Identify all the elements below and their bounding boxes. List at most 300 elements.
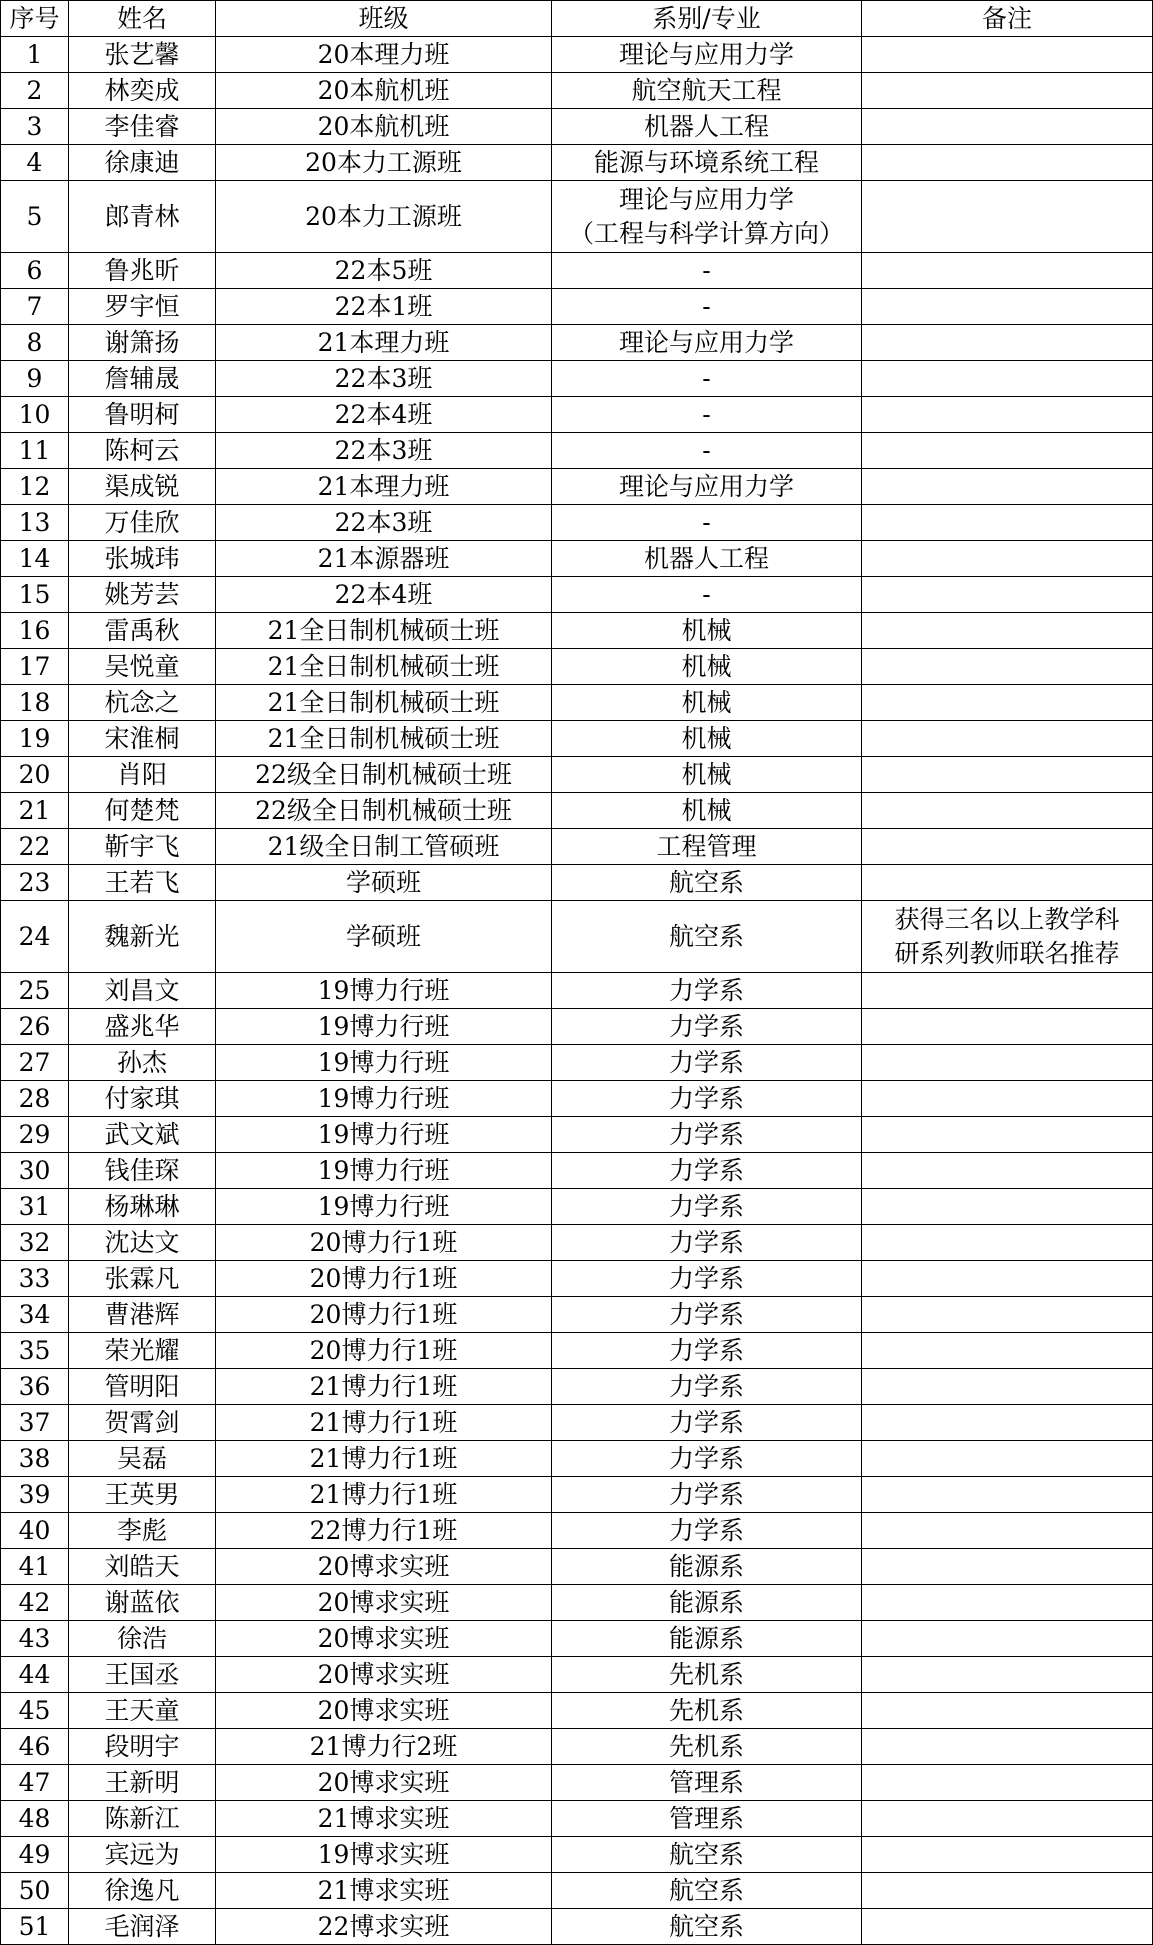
cell-index: 49 — [1, 1837, 69, 1873]
cell-note — [862, 613, 1153, 649]
cell-name: 徐康迪 — [69, 145, 216, 181]
cell-class: 22本3班 — [216, 505, 552, 541]
cell-major-line: 力学系 — [668, 1479, 744, 1509]
cell-name: 张霖凡 — [69, 1261, 216, 1297]
cell-class: 19博力行班 — [216, 973, 552, 1009]
cell-note — [862, 757, 1153, 793]
cell-major — [552, 757, 862, 793]
cell-class: 20博力行1班 — [216, 1333, 552, 1369]
cell-name: 钱佳琛 — [69, 1153, 216, 1189]
cell-major-line: 航空系 — [668, 1839, 744, 1869]
cell-index: 25 — [1, 973, 69, 1009]
cell-class: 22本5班 — [216, 253, 552, 289]
cell-index: 18 — [1, 685, 69, 721]
cell-name: 肖阳 — [69, 757, 216, 793]
cell-note — [862, 145, 1153, 181]
cell-name: 杨琳琳 — [69, 1189, 216, 1225]
cell-major-line: 力学系 — [668, 975, 744, 1005]
cell-index: 27 — [1, 1045, 69, 1081]
cell-major — [552, 973, 862, 1009]
cell-note — [862, 1081, 1153, 1117]
cell-index: 19 — [1, 721, 69, 757]
cell-note — [862, 289, 1153, 325]
cell-index: 29 — [1, 1117, 69, 1153]
table-row — [1, 757, 1153, 793]
cell-major — [552, 1225, 862, 1261]
cell-note — [862, 1765, 1153, 1801]
cell-note — [862, 433, 1153, 469]
cell-name: 张城玮 — [69, 541, 216, 577]
cell-note — [862, 325, 1153, 361]
table-row — [1, 1621, 1153, 1657]
cell-major — [552, 1765, 862, 1801]
table-row — [1, 1153, 1153, 1189]
table-row — [1, 577, 1153, 613]
cell-index: 11 — [1, 433, 69, 469]
cell-major-line: 先机系 — [668, 1731, 744, 1761]
cell-index: 13 — [1, 505, 69, 541]
cell-note — [862, 361, 1153, 397]
cell-class: 20博求实班 — [216, 1621, 552, 1657]
cell-major — [552, 613, 862, 649]
cell-major-line: 航空系 — [668, 867, 744, 897]
cell-index: 45 — [1, 1693, 69, 1729]
cell-major-line: - — [702, 291, 711, 321]
table-row — [1, 1513, 1153, 1549]
cell-major — [552, 397, 862, 433]
cell-major-line: 机械 — [681, 795, 732, 825]
table-row — [1, 721, 1153, 757]
cell-note-line: 研系列教师联名推荐 — [894, 938, 1120, 968]
cell-index: 42 — [1, 1585, 69, 1621]
cell-major — [552, 505, 862, 541]
cell-name: 谢箫扬 — [69, 325, 216, 361]
table-row — [1, 613, 1153, 649]
cell-class: 20博力行1班 — [216, 1297, 552, 1333]
cell-major-line: 力学系 — [668, 1515, 744, 1545]
cell-major-line: 力学系 — [668, 1407, 744, 1437]
cell-index: 32 — [1, 1225, 69, 1261]
cell-class: 21博求实班 — [216, 1873, 552, 1909]
cell-major-line: 机械 — [681, 759, 732, 789]
cell-major — [552, 865, 862, 901]
cell-name: 姚芳芸 — [69, 577, 216, 613]
cell-class: 21博力行1班 — [216, 1405, 552, 1441]
cell-index: 17 — [1, 649, 69, 685]
table-row — [1, 1477, 1153, 1513]
cell-class: 21全日制机械硕士班 — [216, 613, 552, 649]
cell-note — [862, 1621, 1153, 1657]
cell-index: 37 — [1, 1405, 69, 1441]
cell-major-line: 机器人工程 — [643, 543, 769, 573]
cell-note — [862, 1189, 1153, 1225]
table-row — [1, 1549, 1153, 1585]
cell-major-line: - — [702, 399, 711, 429]
table-row — [1, 433, 1153, 469]
cell-note — [862, 1513, 1153, 1549]
cell-note — [862, 109, 1153, 145]
cell-note — [862, 253, 1153, 289]
cell-class: 19博力行班 — [216, 1081, 552, 1117]
cell-major — [552, 433, 862, 469]
cell-note — [862, 1693, 1153, 1729]
cell-class: 20博求实班 — [216, 1585, 552, 1621]
cell-note — [862, 73, 1153, 109]
cell-major — [552, 1045, 862, 1081]
cell-note — [862, 1117, 1153, 1153]
cell-index: 8 — [1, 325, 69, 361]
table-row — [1, 1045, 1153, 1081]
cell-note — [862, 181, 1153, 253]
cell-major-line: 先机系 — [668, 1659, 744, 1689]
cell-major-line: 力学系 — [668, 1119, 744, 1149]
cell-note — [862, 1261, 1153, 1297]
cell-major — [552, 541, 862, 577]
cell-class: 学硕班 — [216, 865, 552, 901]
cell-major-line: 能源系 — [668, 1623, 744, 1653]
cell-name: 万佳欣 — [69, 505, 216, 541]
cell-index: 12 — [1, 469, 69, 505]
cell-major — [552, 1153, 862, 1189]
cell-major-line: 力学系 — [668, 1263, 744, 1293]
cell-name: 陈新江 — [69, 1801, 216, 1837]
cell-major-line: 力学系 — [668, 1155, 744, 1185]
cell-major — [552, 685, 862, 721]
table-row — [1, 1117, 1153, 1153]
cell-major — [552, 1729, 862, 1765]
header-class: 班级 — [216, 1, 552, 37]
cell-index: 2 — [1, 73, 69, 109]
cell-name: 宋淮桐 — [69, 721, 216, 757]
cell-name: 鲁明柯 — [69, 397, 216, 433]
cell-index: 3 — [1, 109, 69, 145]
cell-name: 段明宇 — [69, 1729, 216, 1765]
cell-major-line: - — [702, 363, 711, 393]
cell-note — [862, 469, 1153, 505]
cell-class: 21本理力班 — [216, 469, 552, 505]
table-row — [1, 1657, 1153, 1693]
cell-class: 20本力工源班 — [216, 145, 552, 181]
cell-major-line: - — [702, 435, 711, 465]
cell-name: 张艺馨 — [69, 37, 216, 73]
cell-note — [862, 1837, 1153, 1873]
cell-major-line: 力学系 — [668, 1047, 744, 1077]
cell-name: 王天童 — [69, 1693, 216, 1729]
table-row — [1, 1729, 1153, 1765]
cell-note — [862, 649, 1153, 685]
cell-note — [862, 1657, 1153, 1693]
cell-major-line: 机械 — [681, 687, 732, 717]
table-row — [1, 1081, 1153, 1117]
cell-class: 20博求实班 — [216, 1549, 552, 1585]
cell-class: 21博力行1班 — [216, 1477, 552, 1513]
cell-note — [862, 1405, 1153, 1441]
cell-name: 毛润泽 — [69, 1909, 216, 1945]
cell-name: 盛兆华 — [69, 1009, 216, 1045]
cell-class: 22博求实班 — [216, 1909, 552, 1945]
cell-index: 28 — [1, 1081, 69, 1117]
cell-name: 王国丞 — [69, 1657, 216, 1693]
cell-index: 41 — [1, 1549, 69, 1585]
cell-index: 20 — [1, 757, 69, 793]
cell-major-line: 机器人工程 — [643, 111, 769, 141]
cell-index: 16 — [1, 613, 69, 649]
cell-major — [552, 649, 862, 685]
cell-major-line: 力学系 — [668, 1227, 744, 1257]
cell-major — [552, 721, 862, 757]
cell-class: 22博力行1班 — [216, 1513, 552, 1549]
table-row — [1, 1873, 1153, 1909]
cell-major-line: 力学系 — [668, 1299, 744, 1329]
cell-major-line: 力学系 — [668, 1083, 744, 1113]
cell-class: 21本源器班 — [216, 541, 552, 577]
cell-major — [552, 37, 862, 73]
cell-major-line: 力学系 — [668, 1191, 744, 1221]
cell-name: 陈柯云 — [69, 433, 216, 469]
table-row — [1, 325, 1153, 361]
cell-major — [552, 253, 862, 289]
cell-major — [552, 829, 862, 865]
cell-class: 20博力行1班 — [216, 1225, 552, 1261]
table-row — [1, 1441, 1153, 1477]
table-row — [1, 649, 1153, 685]
cell-name: 林奕成 — [69, 73, 216, 109]
cell-class: 21全日制机械硕士班 — [216, 685, 552, 721]
cell-major-line: 航空系 — [668, 921, 744, 951]
cell-major-line: 机械 — [681, 723, 732, 753]
cell-index: 10 — [1, 397, 69, 433]
cell-major-line: 先机系 — [668, 1695, 744, 1725]
cell-note — [862, 577, 1153, 613]
cell-index: 39 — [1, 1477, 69, 1513]
cell-class: 21博力行1班 — [216, 1441, 552, 1477]
cell-name: 付家琪 — [69, 1081, 216, 1117]
cell-class: 19博力行班 — [216, 1009, 552, 1045]
cell-major — [552, 577, 862, 613]
cell-note — [862, 1585, 1153, 1621]
cell-major — [552, 1585, 862, 1621]
table-row — [1, 145, 1153, 181]
table-row — [1, 253, 1153, 289]
cell-class: 19博力行班 — [216, 1189, 552, 1225]
table-row — [1, 37, 1153, 73]
cell-note — [862, 1045, 1153, 1081]
cell-major — [552, 109, 862, 145]
cell-class: 20本航机班 — [216, 73, 552, 109]
table-row — [1, 1837, 1153, 1873]
cell-name: 鲁兆昕 — [69, 253, 216, 289]
cell-note — [862, 37, 1153, 73]
cell-major — [552, 1009, 862, 1045]
cell-note — [862, 1801, 1153, 1837]
cell-index: 46 — [1, 1729, 69, 1765]
roster-table-body — [1, 37, 1153, 1945]
cell-note — [862, 829, 1153, 865]
cell-class: 20博求实班 — [216, 1765, 552, 1801]
table-row — [1, 181, 1153, 253]
cell-name: 郎青林 — [69, 181, 216, 253]
cell-name: 吴磊 — [69, 1441, 216, 1477]
cell-name: 渠成锐 — [69, 469, 216, 505]
cell-major-line: 理论与应用力学 — [618, 39, 794, 69]
cell-major — [552, 1621, 862, 1657]
cell-note — [862, 685, 1153, 721]
table-row — [1, 397, 1153, 433]
cell-name: 吴悦童 — [69, 649, 216, 685]
cell-major-line: 管理系 — [668, 1803, 744, 1833]
cell-major-line: 航空航天工程 — [631, 75, 782, 105]
cell-major — [552, 145, 862, 181]
cell-major-line: 力学系 — [668, 1371, 744, 1401]
cell-name: 靳宇飞 — [69, 829, 216, 865]
table-row — [1, 1225, 1153, 1261]
table-row — [1, 505, 1153, 541]
table-row — [1, 1909, 1153, 1945]
cell-index: 48 — [1, 1801, 69, 1837]
cell-class: 20本航机班 — [216, 109, 552, 145]
cell-class: 21全日制机械硕士班 — [216, 649, 552, 685]
cell-index: 23 — [1, 865, 69, 901]
cell-major-line: 工程管理 — [656, 831, 757, 861]
cell-major-line: （工程与科学计算方向） — [568, 218, 844, 248]
cell-name: 雷禹秋 — [69, 613, 216, 649]
cell-class: 21博力行1班 — [216, 1369, 552, 1405]
cell-class: 19博力行班 — [216, 1153, 552, 1189]
cell-major-line: 理论与应用力学 — [618, 184, 794, 214]
cell-name: 孙杰 — [69, 1045, 216, 1081]
cell-name: 管明阳 — [69, 1369, 216, 1405]
table-row — [1, 1333, 1153, 1369]
cell-note — [862, 901, 1153, 973]
cell-note — [862, 865, 1153, 901]
cell-index: 51 — [1, 1909, 69, 1945]
cell-class: 19博力行班 — [216, 1045, 552, 1081]
cell-major — [552, 1261, 862, 1297]
cell-major — [552, 1801, 862, 1837]
cell-name: 曹港辉 — [69, 1297, 216, 1333]
cell-name: 刘昌文 — [69, 973, 216, 1009]
table-row — [1, 541, 1153, 577]
cell-major — [552, 1909, 862, 1945]
cell-major — [552, 1477, 862, 1513]
header-note: 备注 — [862, 1, 1153, 37]
table-row — [1, 1297, 1153, 1333]
table-row — [1, 1801, 1153, 1837]
cell-major — [552, 1297, 862, 1333]
cell-index: 5 — [1, 181, 69, 253]
cell-class: 20本理力班 — [216, 37, 552, 73]
cell-major — [552, 181, 862, 253]
cell-class: 20博求实班 — [216, 1693, 552, 1729]
cell-class: 22级全日制机械硕士班 — [216, 793, 552, 829]
cell-note — [862, 1009, 1153, 1045]
table-row — [1, 829, 1153, 865]
cell-major — [552, 1333, 862, 1369]
cell-index: 36 — [1, 1369, 69, 1405]
header-name: 姓名 — [69, 1, 216, 37]
cell-class: 22本4班 — [216, 397, 552, 433]
cell-note — [862, 1549, 1153, 1585]
cell-index: 44 — [1, 1657, 69, 1693]
cell-index: 40 — [1, 1513, 69, 1549]
cell-note — [862, 1441, 1153, 1477]
cell-index: 30 — [1, 1153, 69, 1189]
cell-class: 19博求实班 — [216, 1837, 552, 1873]
cell-class: 22本4班 — [216, 577, 552, 613]
cell-note — [862, 793, 1153, 829]
cell-major-line: 能源系 — [668, 1551, 744, 1581]
cell-major-line: 力学系 — [668, 1011, 744, 1041]
cell-note — [862, 1729, 1153, 1765]
cell-major-line: 机械 — [681, 615, 732, 645]
cell-major — [552, 1369, 862, 1405]
cell-name: 魏新光 — [69, 901, 216, 973]
cell-name: 王英男 — [69, 1477, 216, 1513]
cell-name: 沈达文 — [69, 1225, 216, 1261]
cell-index: 9 — [1, 361, 69, 397]
header-major: 系别/专业 — [552, 1, 862, 37]
cell-major-line: 机械 — [681, 651, 732, 681]
cell-index: 47 — [1, 1765, 69, 1801]
cell-index: 24 — [1, 901, 69, 973]
cell-major-line: 航空系 — [668, 1911, 744, 1941]
cell-name: 宾远为 — [69, 1837, 216, 1873]
cell-class: 21级全日制工管硕班 — [216, 829, 552, 865]
table-row — [1, 685, 1153, 721]
cell-class: 21博求实班 — [216, 1801, 552, 1837]
cell-major — [552, 1693, 862, 1729]
table-row — [1, 901, 1153, 973]
cell-note — [862, 1333, 1153, 1369]
cell-major-line: - — [702, 579, 711, 609]
table-row — [1, 1765, 1153, 1801]
cell-name: 贺霄剑 — [69, 1405, 216, 1441]
cell-note — [862, 1477, 1153, 1513]
cell-major — [552, 361, 862, 397]
cell-index: 15 — [1, 577, 69, 613]
cell-major — [552, 901, 862, 973]
cell-major — [552, 1189, 862, 1225]
table-row — [1, 865, 1153, 901]
cell-major — [552, 1657, 862, 1693]
cell-name: 王新明 — [69, 1765, 216, 1801]
cell-class: 22本3班 — [216, 433, 552, 469]
cell-note — [862, 1225, 1153, 1261]
cell-major — [552, 1405, 862, 1441]
cell-note-line: 获得三名以上教学科 — [894, 904, 1120, 934]
cell-index: 7 — [1, 289, 69, 325]
cell-major — [552, 1837, 862, 1873]
cell-name: 武文斌 — [69, 1117, 216, 1153]
table-row — [1, 469, 1153, 505]
cell-index: 4 — [1, 145, 69, 181]
cell-major-line: - — [702, 255, 711, 285]
cell-note — [862, 721, 1153, 757]
table-row — [1, 1261, 1153, 1297]
cell-index: 38 — [1, 1441, 69, 1477]
table-row — [1, 793, 1153, 829]
cell-major — [552, 1873, 862, 1909]
table-row — [1, 1405, 1153, 1441]
cell-name: 徐逸凡 — [69, 1873, 216, 1909]
cell-name: 杭念之 — [69, 685, 216, 721]
cell-major — [552, 1549, 862, 1585]
cell-name: 徐浩 — [69, 1621, 216, 1657]
cell-note — [862, 973, 1153, 1009]
table-row — [1, 361, 1153, 397]
cell-note — [862, 1153, 1153, 1189]
cell-name: 李彪 — [69, 1513, 216, 1549]
